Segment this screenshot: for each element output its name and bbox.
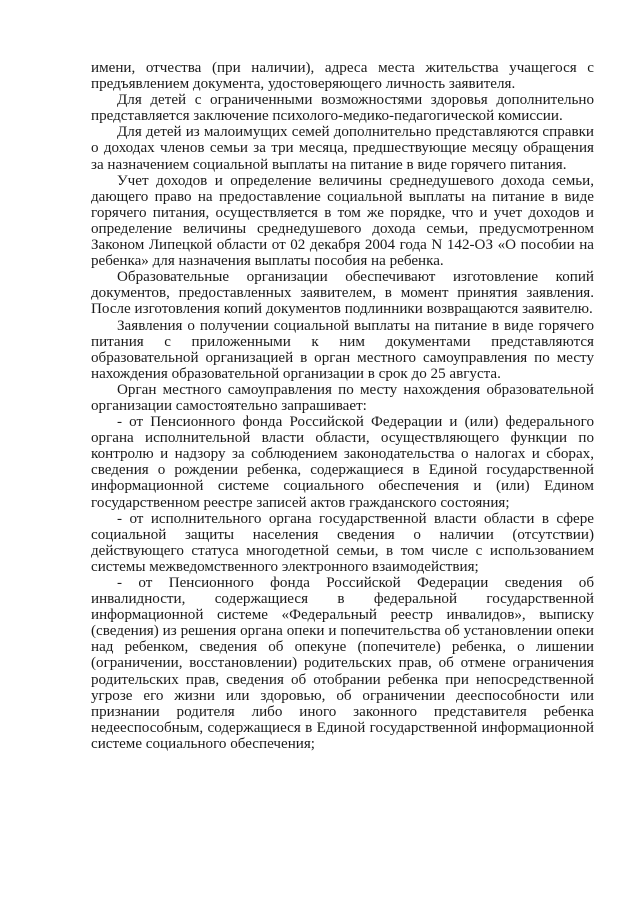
- document-page: [91, 60, 594, 752]
- paragraph-applicant-identity: имени, отчества (при наличии), адреса места жительства учащегося с предъявлением документа, удостоверяющего личность заявителя.: [91, 60, 594, 93]
- paragraph-low-income-families: Для детей из малоимущих семей дополнительно представляются справки о доходах членов семьи за три месяца, предшествующие месяцу обращения за назначением социальной выплаты на питание в виде горячего питания.: [91, 124, 594, 173]
- list-item-large-family-status: - от исполнительного органа государственной власти области в сфере социальной защиты населения сведения о наличии (отсутствии) действующего статуса многодетной семьи, в том числе с использованием системы межведомственного электронного взаимодействия;: [91, 510, 594, 575]
- paragraph-disabled-children: Для детей с ограниченными возможностями здоровья дополнительно представляется заключение психолого-медико-педагогической комиссии.: [91, 92, 594, 125]
- paragraph-application-submission: Заявления о получении социальной выплаты на питание в виде горячего питания с приложенными к ним документами представляются образовательной организацией в орган местного самоуправления по месту нахождения образовательной организации в срок до 25 августа.: [91, 317, 594, 382]
- list-item-pension-fund-birth-info: - от Пенсионного фонда Российской Федерации и (или) федерального органа исполнительной власти области, осуществляющего функции по контролю и надзору за соблюдением законодательства о налогах и сборах, сведения о рождении ребенка, содержащиеся в Единой государственной информационной системе социального обеспечения и (или) Едином государственном реестре записей актов гражданского состояния;: [91, 414, 594, 511]
- paragraph-income-accounting: Учет доходов и определение величины среднедушевого дохода семьи, дающего право на предоставление социальной выплаты на питание в виде горячего питания, осуществляется в том же порядке, что и учет доходов и определение величины среднедушевого дохода семьи, предусмотренном Законом Липецкой области от 02 декабря 2004 года N 142-ОЗ «О пособии на ребенка» для назначения выплаты пособия на ребенка.: [91, 172, 594, 270]
- paragraph-document-copies: Образовательные организации обеспечивают изготовление копий документов, предоставленных заявителем, в момент принятия заявления. После изготовления копий документов подлинники возвращаются заявителю.: [91, 269, 594, 318]
- paragraph-local-authority-requests: Орган местного самоуправления по месту нахождения образовательной организации самостоятельно запрашивает:: [91, 381, 594, 414]
- list-item-disability-and-custody-info: - от Пенсионного фонда Российской Федерации сведения об инвалидности, содержащиеся в федеральной государственной информационной системе «Федеральный реестр инвалидов», выписку (сведения) из решения органа опеки и попечительства об установлении опеки над ребенком, сведения об опекуне (попечителе) ребенка, о лишении (ограничении, восстановлении) родительских прав, об отмене ограничения родительских прав, сведения об отобрании ребенка при непосредственной угрозе его жизни или здоровью, об ограничении дееспособности или признании родителя либо иного законного представителя ребенка недееспособным, содержащиеся в Единой государственной информационной системе социального обеспечения;: [91, 575, 594, 752]
